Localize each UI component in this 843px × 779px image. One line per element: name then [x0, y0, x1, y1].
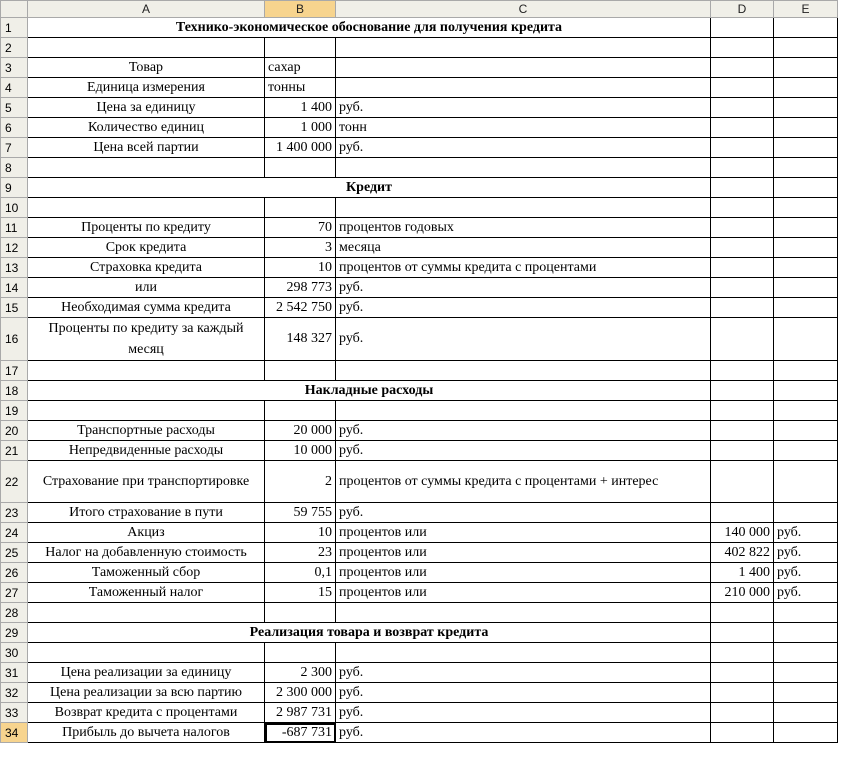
- cell-c-unit[interactable]: [336, 643, 711, 663]
- cell-a-label[interactable]: Количество единиц: [28, 118, 265, 138]
- cell-c-unit[interactable]: процентов годовых: [336, 218, 711, 238]
- cell-b-value[interactable]: [265, 198, 336, 218]
- cell-a-label[interactable]: [28, 401, 265, 421]
- row-header[interactable]: 34: [1, 723, 28, 743]
- cell-a-label[interactable]: [28, 198, 265, 218]
- cell-e-unit[interactable]: руб.: [774, 563, 838, 583]
- cell-c-unit[interactable]: месяца: [336, 238, 711, 258]
- cell-e-unit[interactable]: [774, 78, 838, 98]
- row-header[interactable]: 6: [1, 118, 28, 138]
- cell-c-unit[interactable]: процентов от суммы кредита с процентами: [336, 258, 711, 278]
- cell-d-value[interactable]: [711, 723, 774, 743]
- cell-c-unit[interactable]: руб.: [336, 318, 711, 361]
- row-header[interactable]: 8: [1, 158, 28, 178]
- column-header-a[interactable]: A: [28, 1, 265, 18]
- cell-a-label[interactable]: Возврат кредита с процентами: [28, 703, 265, 723]
- cell-a-label[interactable]: или: [28, 278, 265, 298]
- cell-e[interactable]: [774, 381, 838, 401]
- column-header-b[interactable]: B: [265, 1, 336, 18]
- cell-d-value[interactable]: [711, 238, 774, 258]
- cell-c-unit[interactable]: руб.: [336, 703, 711, 723]
- row-header[interactable]: 18: [1, 381, 28, 401]
- cell-c-unit[interactable]: руб.: [336, 683, 711, 703]
- cell-e-unit[interactable]: [774, 603, 838, 623]
- row-header[interactable]: 12: [1, 238, 28, 258]
- row-header[interactable]: 15: [1, 298, 28, 318]
- cell-e-unit[interactable]: [774, 401, 838, 421]
- row-header[interactable]: 16: [1, 318, 28, 361]
- cell-d[interactable]: [711, 18, 774, 38]
- cell-b-value[interactable]: 70: [265, 218, 336, 238]
- sheet-row: [1, 643, 838, 663]
- cell-a-label[interactable]: Итого страхование в пути: [28, 503, 265, 523]
- cell-c-unit[interactable]: процентов или: [336, 523, 711, 543]
- cell-a-label[interactable]: Необходимая сумма кредита: [28, 298, 265, 318]
- cell-a-label[interactable]: Акциз: [28, 523, 265, 543]
- cell-c-unit[interactable]: процентов от суммы кредита с процентами + интерес: [336, 461, 711, 503]
- cell-a-label[interactable]: [28, 603, 265, 623]
- cell-d-value[interactable]: 402 822: [711, 543, 774, 563]
- cell-d-value[interactable]: [711, 663, 774, 683]
- section-title-cell[interactable]: Реализация товара и возврат кредита: [28, 623, 711, 643]
- cell-b-value[interactable]: -687 731: [265, 723, 336, 743]
- cell-d-value[interactable]: [711, 441, 774, 461]
- cell-a-label[interactable]: [28, 38, 265, 58]
- sheet-row: [1, 238, 838, 258]
- sheet-row: [1, 401, 838, 421]
- cell-d-value[interactable]: [711, 198, 774, 218]
- cell-d-value[interactable]: [711, 58, 774, 78]
- sheet-row: [1, 298, 838, 318]
- cell-e-unit[interactable]: [774, 318, 838, 361]
- sheet-row: [1, 563, 838, 583]
- sheet-row: [1, 318, 838, 361]
- sheet-row: [1, 683, 838, 703]
- cell-d-value[interactable]: [711, 703, 774, 723]
- cell-d-value[interactable]: [711, 298, 774, 318]
- cell-c-unit[interactable]: [336, 78, 711, 98]
- cell-d-value[interactable]: [711, 503, 774, 523]
- cell-d-value[interactable]: [711, 158, 774, 178]
- sheet-row: [1, 258, 838, 278]
- cell-c-unit[interactable]: руб.: [336, 503, 711, 523]
- cell-b-value[interactable]: 1 400 000: [265, 138, 336, 158]
- cell-d[interactable]: [711, 623, 774, 643]
- cell-d[interactable]: [711, 381, 774, 401]
- sheet-row: [1, 623, 838, 643]
- cell-b-value[interactable]: 59 755: [265, 503, 336, 523]
- row-header[interactable]: 11: [1, 218, 28, 238]
- cell-e[interactable]: [774, 18, 838, 38]
- row-header[interactable]: 4: [1, 78, 28, 98]
- cell-b-value[interactable]: 1 000: [265, 118, 336, 138]
- cell-d-value[interactable]: [711, 683, 774, 703]
- cell-d-value[interactable]: 1 400: [711, 563, 774, 583]
- cell-e-unit[interactable]: руб.: [774, 583, 838, 603]
- cell-c-unit[interactable]: [336, 58, 711, 78]
- cell-a-label[interactable]: Товар: [28, 58, 265, 78]
- cell-d-value[interactable]: [711, 461, 774, 503]
- cell-e-unit[interactable]: [774, 138, 838, 158]
- cell-d-value[interactable]: 140 000: [711, 523, 774, 543]
- cell-b-value[interactable]: 10 000: [265, 441, 336, 461]
- cell-a-label[interactable]: Налог на добавленную стоимость: [28, 543, 265, 563]
- cell-e-unit[interactable]: [774, 643, 838, 663]
- select-all-corner[interactable]: [1, 1, 28, 18]
- sheet-row: [1, 198, 838, 218]
- cell-a-label[interactable]: Срок кредита: [28, 238, 265, 258]
- column-header-row: [1, 1, 838, 18]
- cell-d-value[interactable]: [711, 118, 774, 138]
- cell-a-label[interactable]: Цена реализации за всю партию: [28, 683, 265, 703]
- sheet-row: [1, 158, 838, 178]
- cell-a-label[interactable]: Прибыль до вычета налогов: [28, 723, 265, 743]
- cell-e-unit[interactable]: [774, 118, 838, 138]
- cell-a-label[interactable]: Таможенный налог: [28, 583, 265, 603]
- section-title-cell[interactable]: Технико-экономическое обоснование для получения кредита: [28, 18, 711, 38]
- cell-b-value[interactable]: 2: [265, 461, 336, 503]
- cell-b-value[interactable]: [265, 643, 336, 663]
- row-header[interactable]: 26: [1, 563, 28, 583]
- row-header[interactable]: 13: [1, 258, 28, 278]
- sheet-row: [1, 58, 838, 78]
- cell-b-value[interactable]: 10: [265, 523, 336, 543]
- cell-b-value[interactable]: 1 400: [265, 98, 336, 118]
- cell-d[interactable]: [711, 178, 774, 198]
- cell-e-unit[interactable]: [774, 158, 838, 178]
- row-header[interactable]: 33: [1, 703, 28, 723]
- sheet-row: [1, 178, 838, 198]
- cell-d-value[interactable]: [711, 78, 774, 98]
- cell-b-value[interactable]: 23: [265, 543, 336, 563]
- cell-e-unit[interactable]: [774, 258, 838, 278]
- sheet-row: [1, 138, 838, 158]
- cell-e-unit[interactable]: руб.: [774, 523, 838, 543]
- cell-b-value[interactable]: 0,1: [265, 563, 336, 583]
- row-header[interactable]: 5: [1, 98, 28, 118]
- cell-b-value[interactable]: 20 000: [265, 421, 336, 441]
- cell-e-unit[interactable]: [774, 361, 838, 381]
- row-header[interactable]: 32: [1, 683, 28, 703]
- column-header-d[interactable]: D: [711, 1, 774, 18]
- cell-e-unit[interactable]: [774, 278, 838, 298]
- cell-e-unit[interactable]: [774, 683, 838, 703]
- cell-e-unit[interactable]: [774, 461, 838, 503]
- sheet-row: [1, 503, 838, 523]
- cell-c-unit[interactable]: руб.: [336, 98, 711, 118]
- cell-c-unit[interactable]: тонн: [336, 118, 711, 138]
- cell-c-unit[interactable]: руб.: [336, 138, 711, 158]
- row-header[interactable]: 20: [1, 421, 28, 441]
- cell-e-unit[interactable]: [774, 218, 838, 238]
- row-header[interactable]: 14: [1, 278, 28, 298]
- cell-a-label[interactable]: Цена всей партии: [28, 138, 265, 158]
- cell-b-value[interactable]: 15: [265, 583, 336, 603]
- cell-e-unit[interactable]: [774, 98, 838, 118]
- cell-b-value[interactable]: 3: [265, 238, 336, 258]
- row-header[interactable]: 3: [1, 58, 28, 78]
- sheet-row: [1, 543, 838, 563]
- row-header[interactable]: 21: [1, 441, 28, 461]
- cell-d-value[interactable]: [711, 98, 774, 118]
- sheet-row: [1, 118, 838, 138]
- cell-e-unit[interactable]: [774, 198, 838, 218]
- cell-a-label[interactable]: Проценты по кредиту за каждый месяц: [28, 318, 265, 361]
- cell-c-unit[interactable]: [336, 401, 711, 421]
- sheet-row: [1, 278, 838, 298]
- cell-c-unit[interactable]: [336, 361, 711, 381]
- row-header[interactable]: 27: [1, 583, 28, 603]
- cell-e-unit[interactable]: руб.: [774, 543, 838, 563]
- cell-c-unit[interactable]: процентов или: [336, 563, 711, 583]
- sheet-row: [1, 441, 838, 461]
- cell-c-unit[interactable]: процентов или: [336, 583, 711, 603]
- cell-d-value[interactable]: [711, 138, 774, 158]
- cell-e-unit[interactable]: [774, 298, 838, 318]
- cell-d-value[interactable]: [711, 361, 774, 381]
- cell-b-value[interactable]: [265, 38, 336, 58]
- cell-a-label[interactable]: Транспортные расходы: [28, 421, 265, 441]
- cell-e[interactable]: [774, 178, 838, 198]
- sheet-row: [1, 703, 838, 723]
- sheet-row: [1, 603, 838, 623]
- cell-e-unit[interactable]: [774, 238, 838, 258]
- cell-d-value[interactable]: 210 000: [711, 583, 774, 603]
- row-header[interactable]: 10: [1, 198, 28, 218]
- sheet-row: [1, 461, 838, 503]
- cell-c-unit[interactable]: руб.: [336, 421, 711, 441]
- cell-a-label[interactable]: Страховка кредита: [28, 258, 265, 278]
- cell-e-unit[interactable]: [774, 663, 838, 683]
- cell-d-value[interactable]: [711, 318, 774, 361]
- row-header[interactable]: 17: [1, 361, 28, 381]
- cell-e-unit[interactable]: [774, 58, 838, 78]
- sheet-row: [1, 218, 838, 238]
- cell-d-value[interactable]: [711, 401, 774, 421]
- row-header[interactable]: 19: [1, 401, 28, 421]
- cell-b-value[interactable]: 10: [265, 258, 336, 278]
- cell-c-unit[interactable]: руб.: [336, 298, 711, 318]
- row-header[interactable]: 31: [1, 663, 28, 683]
- row-header[interactable]: 23: [1, 503, 28, 523]
- cell-e-unit[interactable]: [774, 503, 838, 523]
- cell-d-value[interactable]: [711, 421, 774, 441]
- cell-b-value[interactable]: 298 773: [265, 278, 336, 298]
- section-title-cell[interactable]: Накладные расходы: [28, 381, 711, 401]
- cell-b-value[interactable]: [265, 603, 336, 623]
- cell-b-value[interactable]: 2 542 750: [265, 298, 336, 318]
- row-header[interactable]: 1: [1, 18, 28, 38]
- sheet-row: [1, 663, 838, 683]
- cell-a-label[interactable]: Проценты по кредиту: [28, 218, 265, 238]
- row-header[interactable]: 28: [1, 603, 28, 623]
- cell-a-label[interactable]: Цена за единицу: [28, 98, 265, 118]
- cell-b-value[interactable]: 2 300 000: [265, 683, 336, 703]
- cell-c-unit[interactable]: [336, 198, 711, 218]
- cell-b-value[interactable]: 148 327: [265, 318, 336, 361]
- cell-c-unit[interactable]: руб.: [336, 278, 711, 298]
- sheet-row: [1, 78, 838, 98]
- cell-c-unit[interactable]: руб.: [336, 441, 711, 461]
- cell-b-value[interactable]: 2 987 731: [265, 703, 336, 723]
- cell-e-unit[interactable]: [774, 703, 838, 723]
- cell-a-label[interactable]: Таможенный сбор: [28, 563, 265, 583]
- cell-a-label[interactable]: [28, 158, 265, 178]
- cell-d-value[interactable]: [711, 643, 774, 663]
- sheet-row: [1, 523, 838, 543]
- row-header[interactable]: 24: [1, 523, 28, 543]
- row-header[interactable]: 7: [1, 138, 28, 158]
- cell-e-unit[interactable]: [774, 723, 838, 743]
- cell-e[interactable]: [774, 623, 838, 643]
- cell-b-value[interactable]: 2 300: [265, 663, 336, 683]
- section-title-cell[interactable]: Кредит: [28, 178, 711, 198]
- sheet-row: [1, 361, 838, 381]
- cell-b-value[interactable]: [265, 361, 336, 381]
- cell-d-value[interactable]: [711, 603, 774, 623]
- cell-b-value[interactable]: сахар: [265, 58, 336, 78]
- sheet-row: [1, 18, 838, 38]
- row-header[interactable]: 29: [1, 623, 28, 643]
- cell-a-label[interactable]: Цена реализации за единицу: [28, 663, 265, 683]
- cell-e-unit[interactable]: [774, 38, 838, 58]
- sheet-row: [1, 723, 838, 743]
- cell-b-value[interactable]: тонны: [265, 78, 336, 98]
- cell-c-unit[interactable]: [336, 603, 711, 623]
- row-header[interactable]: 22: [1, 461, 28, 503]
- cell-a-label[interactable]: Непредвиденные расходы: [28, 441, 265, 461]
- sheet-row: [1, 583, 838, 603]
- row-header[interactable]: 30: [1, 643, 28, 663]
- cell-d-value[interactable]: [711, 38, 774, 58]
- sheet-row: [1, 38, 838, 58]
- cell-b-value[interactable]: [265, 401, 336, 421]
- cell-a-label[interactable]: Единица измерения: [28, 78, 265, 98]
- sheet-row: [1, 98, 838, 118]
- sheet-row: [1, 421, 838, 441]
- cell-c-unit[interactable]: [336, 38, 711, 58]
- cell-b-value[interactable]: [265, 158, 336, 178]
- cell-c-unit[interactable]: [336, 158, 711, 178]
- cell-a-label[interactable]: [28, 361, 265, 381]
- row-header[interactable]: 25: [1, 543, 28, 563]
- sheet-row: [1, 381, 838, 401]
- cell-a-label[interactable]: Страхование при транспортировке: [28, 461, 265, 503]
- column-header-e[interactable]: E: [774, 1, 838, 18]
- row-header[interactable]: 2: [1, 38, 28, 58]
- cell-c-unit[interactable]: руб.: [336, 663, 711, 683]
- grid-body: [1, 18, 838, 743]
- cell-e-unit[interactable]: [774, 421, 838, 441]
- cell-c-unit[interactable]: процентов или: [336, 543, 711, 563]
- cell-d-value[interactable]: [711, 218, 774, 238]
- cell-a-label[interactable]: [28, 643, 265, 663]
- row-header[interactable]: 9: [1, 178, 28, 198]
- cell-d-value[interactable]: [711, 258, 774, 278]
- cell-e-unit[interactable]: [774, 441, 838, 461]
- cell-c-unit[interactable]: руб.: [336, 723, 711, 743]
- cell-d-value[interactable]: [711, 278, 774, 298]
- column-header-c[interactable]: C: [336, 1, 711, 18]
